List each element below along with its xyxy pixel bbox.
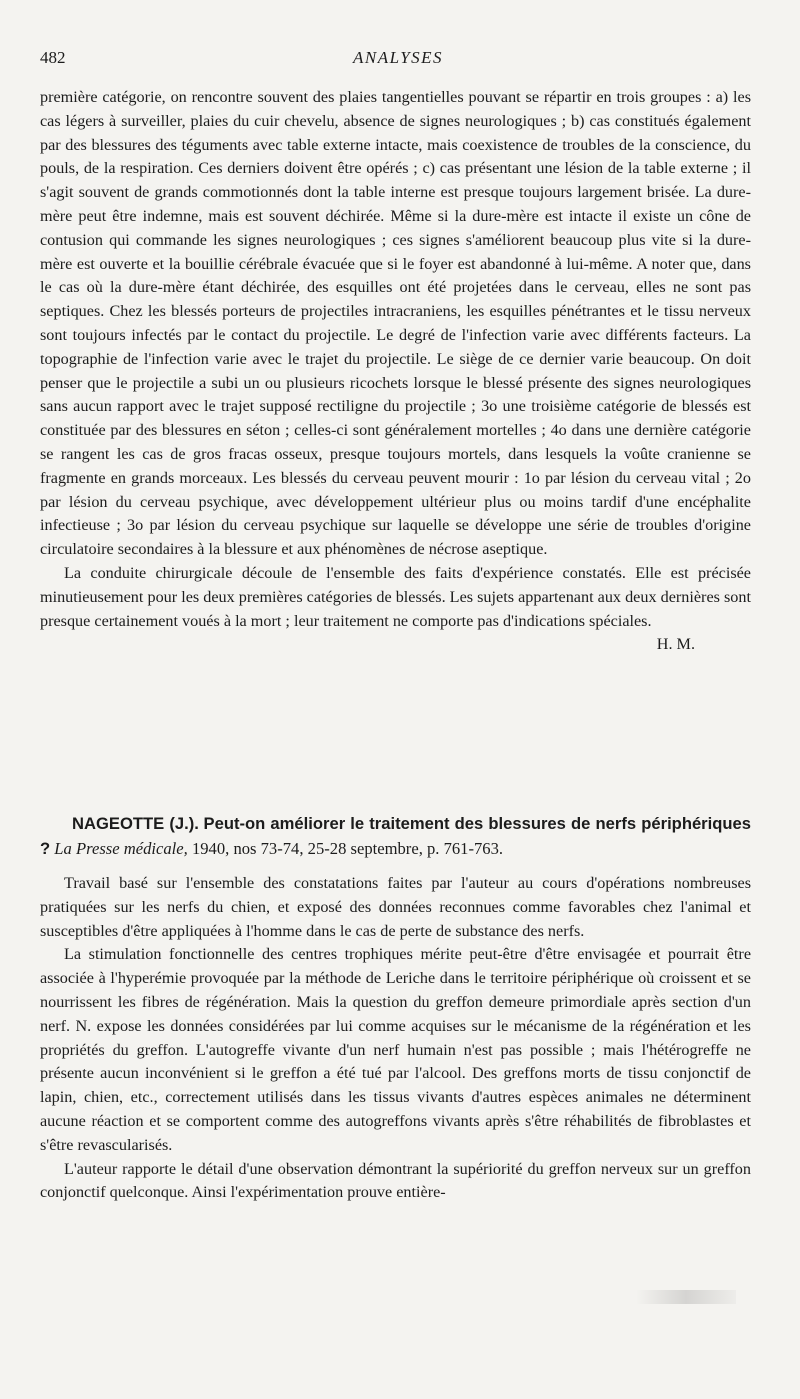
previous-review-body [40,86,751,657]
reviewer-signature: H. M. [656,635,695,654]
paragraph: La stimulation fonctionnelle des centres trophiques mérite peut-être d'être envisagée et pourrait être associée à l'hyperémie provoquée par la méthode de Leriche dans le territoire périphérique où croissent et se nourrissent les fibres de régénération. Mais la question du greffon demeure primordiale après section d'un nerf. N. expose les données considérées par lui comme acquises sur le mécanisme de la régénération et les propriétés du greffon. L'autogreffe vivante d'un nerf humain n'est pas possible ; mais l'hétérogreffe ne présente aucun inconvénient si le greffon a été tué par l'alcool. Des greffons morts de tissu conjonctif de lapin, chien, etc., correctement utilisés dans les tissus vivants d'autres espèces animales ne déterminent aucune réaction et se comportent comme des autogreffons vivants après s'être réhabilités de fibroblastes et s'être revascularisés. [40,945,751,1154]
paragraph-text: La conduite chirurgicale découle de l'ensemble des faits d'expérience constatés. Elle est précisée minutieusement pour les deux premières catégories de blessés. Les sujets appartenant aux deux dernières sont presque certainement voués à la mort ; leur traitement ne comporte pas d'indications spéciales. [40,563,751,630]
article-body [40,872,751,1205]
paragraph: L'auteur rapporte le détail d'une observation démontrant la supériorité du greffon nerveux sur un greffon conjonctif quelconque. Ainsi l'expérimentation prouve entière- [40,1159,751,1202]
paragraph [40,562,751,654]
scan-smudge [636,1290,736,1304]
article-citation [40,812,751,861]
citation-details: 1940, nos 73-74, 25-28 septembre, p. 761-763. [191,838,504,858]
paragraph: première catégorie, on rencontre souvent des plaies tangentielles pouvant se répartir en trois groupes : a) les cas légers à surveiller, plaies du cuir chevelu, absence de signes neurologiques ; b) cas constitués également par des blessures des téguments avec table externe intacte, mais coexistence de troubles de la conscience, du pouls, de la respiration. Ces derniers doivent être opérés ; c) cas présentant une lésion de la table externe ; il s'agit souvent de grands commotionnés dont la table interne est presque toujours largement brisée. La dure-mère peut être indemne, mais est souvent déchirée. Même si la dure-mère est intacte il existe un cône de contusion qui commande les signes neurologiques ; ces signes s'améliorent beaucoup plus vite si la dure-mère est ouverte et la bouillie cérébrale évacuée que si le foyer est abandonné à lui-même. A noter que, dans le cas où la dure-mère étant déchirée, des esquilles ont été projetées dans le cerveau, elles ne sont pas septiques. Chez les blessés porteurs de projectiles intracraniens, les esquilles pénétrantes et le tissu nerveux sont toujours infectés par le contact du projectile. Le degré de l'infection varie avec différents facteurs. La topographie de l'infection varie avec le trajet du projectile. Le siège de ce dernier varie beaucoup. On doit penser que le projectile a subi un ou plusieurs ricochets lorsque le blessé présente des signes neurologiques sans aucun rapport avec le trajet supposé rectiligne du projectile ; 3o une troisième catégorie de blessés est constituée par des blessures en séton ; celles-ci sont généralement mortelles ; 4o dans une dernière catégorie se rangent les cas de gros fracas osseux, presque toujours mortels, dans lesquels la voûte cranienne se fragmente en grands morceaux. Les blessés du cerveau peuvent mourir : 1o par lésion du cerveau vital ; 2o par lésion du cerveau psychique, avec développement ultérieur plus ou moins tardif d'une encéphalite infectieuse ; 3o par lésion du cerveau psychique sur laquelle se développe une série de troubles d'origine circulatoire secondaires à la blessure et aux phénomènes de nécrose aseptique. [40,88,751,559]
page-header [40,48,756,72]
article-title: Peut-on améliorer le traitement des blessures de nerfs périphériques ? [40,814,751,858]
journal-name: La Presse médicale, [54,838,188,858]
paragraph: Travail basé sur l'ensemble des constatations faites par l'auteur au cours d'opérations nombreuses pratiquées sur les nerfs du chien, et exposé des données reconnues comme favorables chez l'animal et susceptibles d'être appliquées à l'homme dans le cas de perte de substance des nerfs. [40,874,751,940]
page-number: 482 [40,48,66,67]
article-author: NAGEOTTE (J.). [72,814,199,833]
running-title: ANALYSES [352,48,444,67]
